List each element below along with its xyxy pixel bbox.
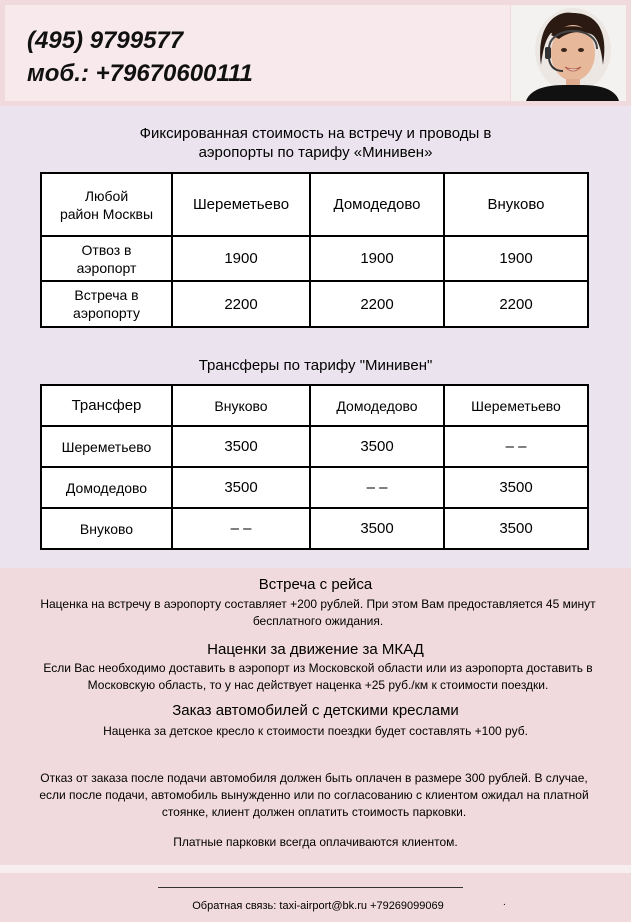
row-label — [41, 281, 172, 327]
header-banner — [5, 5, 510, 101]
table-row — [41, 508, 588, 549]
price-cell: 1900 — [172, 236, 310, 281]
table1-title-line1: Фиксированная стоимость на встречу и проводы в — [139, 125, 492, 142]
footer-divider — [158, 887, 463, 888]
child-seat-text: Наценка за детское кресло к стоимости поездки будет составлять +100 руб. — [103, 724, 528, 738]
table-header-row — [41, 173, 588, 236]
price-cell: 3500 — [172, 467, 310, 508]
column-header: Внуково — [172, 385, 310, 426]
fixed-price-table — [40, 172, 589, 328]
row-label: Шереметьево — [41, 426, 172, 467]
row-label-line2: аэропорту — [73, 305, 140, 321]
row-label: Внуково — [41, 508, 172, 549]
table1-title-line2: аэропорты по тарифу «Минивен» — [198, 144, 433, 161]
row-label-line2: аэропорт — [76, 259, 137, 276]
row-label-line1: Отвоз в — [81, 241, 132, 258]
cancellation-text: Отказ от заказа после подачи автомобиля должен быть оплачен в размере 300 рублей. В случае, если после подачи, автомобиль вынужденно или по согласованию с клиентом ожидал на платной стоянке, клиент должен оплатить стоимость парковки. — [39, 771, 589, 819]
row-label-line1: Встреча в — [74, 287, 139, 303]
price-cell: 3500 — [310, 426, 444, 467]
mkad-title: Наценки за движение за МКАД — [207, 641, 424, 658]
row-label: Домодедово — [41, 467, 172, 508]
meet-title: Встреча с рейса — [258, 576, 373, 593]
price-cell: 3500 — [310, 508, 444, 549]
corner-line1: Любой — [84, 187, 129, 204]
table-corner-cell: Трансфер — [41, 385, 172, 426]
price-cell: 3500 — [444, 467, 588, 508]
column-header: Внуково — [444, 173, 588, 236]
price-cell: 3500 — [444, 508, 588, 549]
price-cell: – – — [310, 467, 444, 508]
table-row — [41, 467, 588, 508]
table-row — [41, 426, 588, 467]
footer — [0, 873, 631, 922]
corner-line2: район Москвы — [59, 205, 154, 222]
info-section — [0, 568, 631, 865]
mkad-text: Если Вас необходимо доставить в аэропорт из Московской области или из аэропорта доставить в Московскую область, то у нас действует наценка +25 руб./км к стоимости поездки. — [43, 661, 593, 692]
operator-avatar-illustration — [511, 5, 626, 101]
parking-text: Платные парковки всегда оплачиваются клиентом. — [173, 835, 458, 849]
operator-photo — [511, 5, 626, 101]
column-header: Шереметьево — [172, 173, 310, 236]
column-header: Домодедово — [310, 385, 444, 426]
price-cell: 1900 — [444, 236, 588, 281]
column-header: Домодедово — [310, 173, 444, 236]
contact-info: Обратная связь: taxi-airport@bk.ru +79269099069 — [192, 900, 444, 912]
header — [0, 0, 631, 106]
table-header-row — [41, 385, 588, 426]
price-cell: 2200 — [310, 281, 444, 327]
price-cell: 2200 — [172, 281, 310, 327]
price-section — [0, 106, 631, 568]
price-cell: 2200 — [444, 281, 588, 327]
column-header: Шереметьево — [444, 385, 588, 426]
price-cell: 1900 — [310, 236, 444, 281]
footer-dot: . — [503, 897, 506, 908]
table-row — [41, 281, 588, 327]
table-corner-cell — [41, 173, 172, 236]
child-seat-title: Заказ автомобилей с детскими креслами — [172, 702, 459, 719]
table-row — [41, 236, 588, 281]
table2-title: Трансферы по тарифу "Минивен" — [198, 357, 433, 374]
divider-strip — [0, 865, 631, 873]
price-cell: – – — [172, 508, 310, 549]
phone-number: (495) 9799577 — [27, 27, 184, 54]
price-cell: – – — [444, 426, 588, 467]
transfer-price-table — [40, 384, 589, 550]
table1-title — [0, 124, 631, 162]
row-label — [41, 236, 172, 281]
mobile-number: моб.: +79670600111 — [27, 60, 253, 87]
meet-text: Наценка на встречу в аэропорту составляет +200 рублей. При этом Вам предоставляется 45 минут бесплатного ожидания. — [40, 597, 596, 628]
price-cell: 3500 — [172, 426, 310, 467]
